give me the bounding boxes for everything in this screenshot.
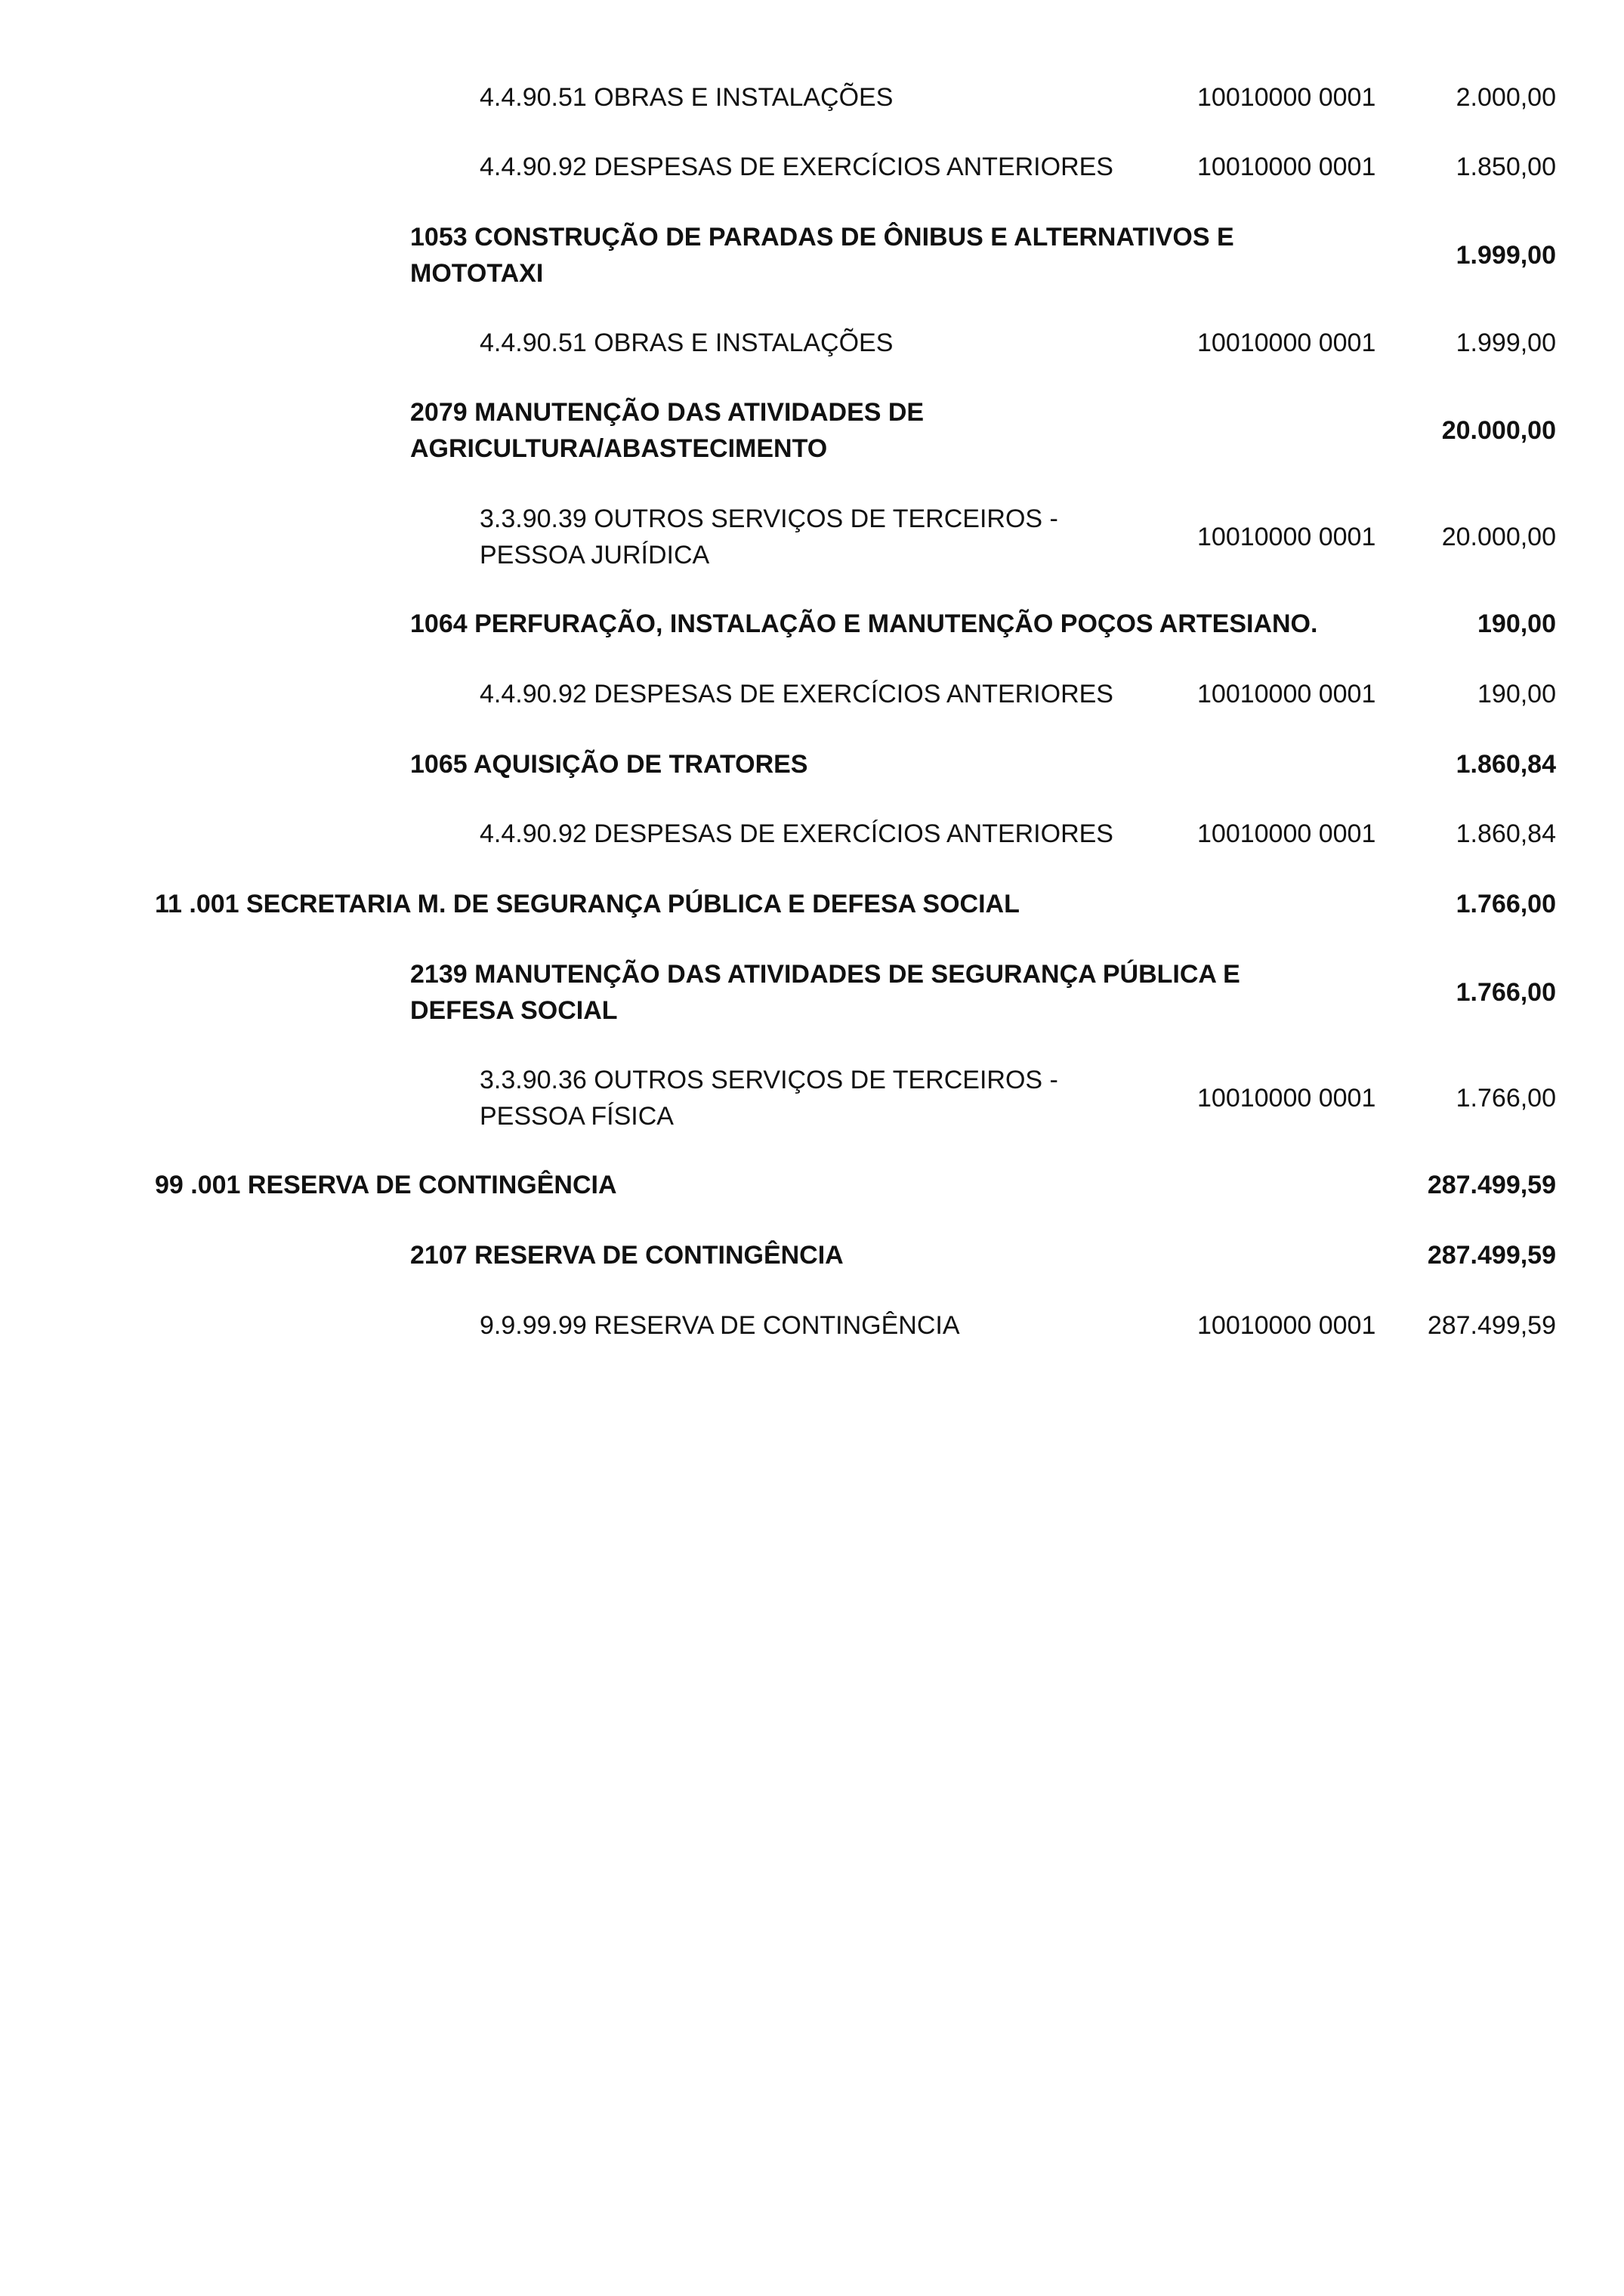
resource-source-code: 10010000 0001: [1197, 1084, 1376, 1113]
project-description: 2107 RESERVA DE CONTINGÊNCIA: [410, 1241, 844, 1270]
expense-value: 1.850,00: [1456, 153, 1556, 181]
expense-value: 2.000,00: [1456, 83, 1556, 112]
unit-description: 11 .001 SECRETARIA M. DE SEGURANÇA PÚBLICA E DEFESA SOCIAL: [155, 890, 1020, 918]
expense-value: 20.000,00: [1441, 523, 1556, 551]
project-value: 1.999,00: [1456, 241, 1556, 270]
expense-description: 9.9.99.99 RESERVA DE CONTINGÊNCIA: [480, 1311, 960, 1340]
unit-description: 99 .001 RESERVA DE CONTINGÊNCIA: [155, 1171, 617, 1199]
expense-description: 4.4.90.92 DESPESAS DE EXERCÍCIOS ANTERIORES: [480, 153, 1113, 181]
project-description: 1064 PERFURAÇÃO, INSTALAÇÃO E MANUTENÇÃO POÇOS ARTESIANO.: [410, 609, 1318, 638]
resource-source-code: 10010000 0001: [1197, 329, 1376, 357]
project-value: 1.766,00: [1456, 978, 1556, 1007]
project-description: 1053 CONSTRUÇÃO DE PARADAS DE ÔNIBUS E ALTERNATIVOS E MOTOTAXI: [410, 223, 1234, 288]
unit-value: 1.766,00: [1456, 890, 1556, 918]
expense-description: 4.4.90.51 OBRAS E INSTALAÇÕES: [480, 83, 894, 112]
project-description: 2079 MANUTENÇÃO DAS ATIVIDADES DE AGRICULTURA/ABASTECIMENTO: [410, 398, 925, 463]
resource-source-code: 10010000 0001: [1197, 83, 1376, 112]
expense-value: 1.860,84: [1456, 819, 1556, 848]
expense-description: 4.4.90.92 DESPESAS DE EXERCÍCIOS ANTERIORES: [480, 680, 1113, 708]
expense-value: 1.999,00: [1456, 329, 1556, 357]
expense-description: 4.4.90.51 OBRAS E INSTALAÇÕES: [480, 329, 894, 357]
project-description: 1065 AQUISIÇÃO DE TRATORES: [410, 750, 808, 779]
resource-source-code: 10010000 0001: [1197, 523, 1376, 551]
expense-description: 3.3.90.36 OUTROS SERVIÇOS DE TERCEIROS - PESSOA FÍSICA: [480, 1066, 1058, 1131]
project-value: 190,00: [1477, 609, 1556, 638]
resource-source-code: 10010000 0001: [1197, 680, 1376, 708]
expense-description: 3.3.90.39 OUTROS SERVIÇOS DE TERCEIROS - PESSOA JURÍDICA: [480, 505, 1058, 569]
expense-value: 1.766,00: [1456, 1084, 1556, 1113]
project-value: 1.860,84: [1456, 750, 1556, 779]
expense-value: 287.499,59: [1427, 1311, 1556, 1340]
resource-source-code: 10010000 0001: [1197, 819, 1376, 848]
resource-source-code: 10010000 0001: [1197, 153, 1376, 181]
project-description: 2139 MANUTENÇÃO DAS ATIVIDADES DE SEGURANÇA PÚBLICA E DEFESA SOCIAL: [410, 960, 1240, 1025]
project-value: 20.000,00: [1441, 416, 1556, 445]
resource-source-code: 10010000 0001: [1197, 1311, 1376, 1340]
expense-value: 190,00: [1477, 680, 1556, 708]
project-value: 287.499,59: [1427, 1241, 1556, 1270]
expense-description: 4.4.90.92 DESPESAS DE EXERCÍCIOS ANTERIORES: [480, 819, 1113, 848]
unit-value: 287.499,59: [1427, 1171, 1556, 1199]
